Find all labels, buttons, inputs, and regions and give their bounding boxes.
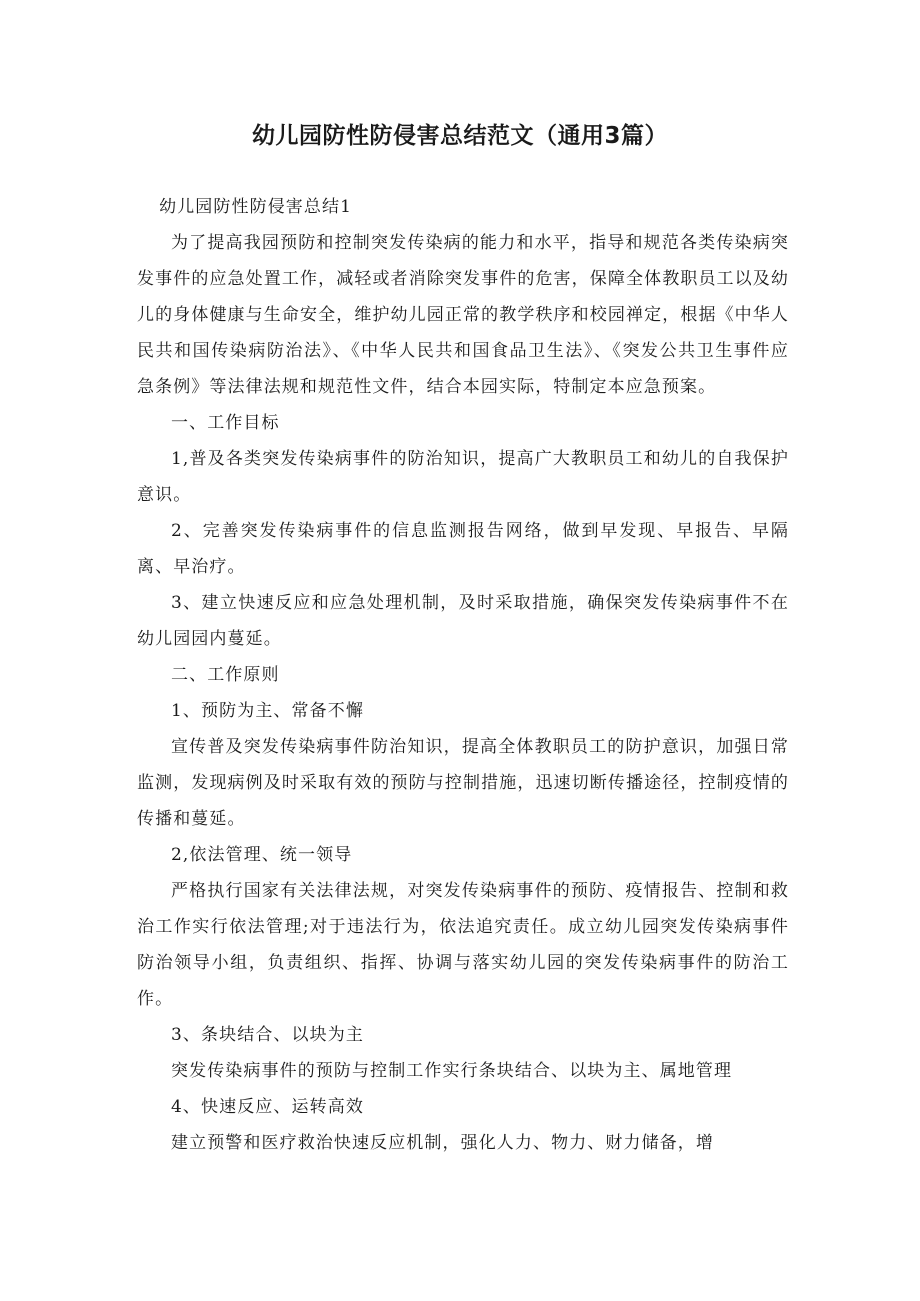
document-title: 幼儿园防性防侵害总结范文（通用3篇）	[251, 123, 668, 149]
body-paragraph: 严格执行国家有关法律法规，对突发传染病事件的预防、疫情报告、控制和救治工作实行依法管理;对于违法行为，依法追究责任。成立幼儿园突发传染病事件防治领导小组，负责组织、指挥、协调与落实幼儿园的突发传染病事件的防治工作。	[137, 881, 789, 1009]
body-paragraph: 1,普及各类突发传染病事件的防治知识，提高广大教职员工和幼儿的自我保护意识。	[137, 449, 789, 505]
body-paragraph: 3、条块结合、以块为主	[171, 1025, 364, 1045]
body-paragraph: 2,依法管理、统一领导	[171, 845, 353, 865]
body-paragraph: 建立预警和医疗救治快速反应机制，强化人力、物力、财力储备，增	[171, 1133, 714, 1153]
body-paragraph: 4、快速反应、运转高效	[171, 1097, 364, 1117]
body-paragraph: 1、预防为主、常备不懈	[171, 701, 364, 721]
document-body	[137, 189, 789, 1161]
body-paragraph: 一、工作目标	[171, 413, 280, 433]
body-paragraph: 为了提高我园预防和控制突发传染病的能力和水平，指导和规范各类传染病突发事件的应急处置工作，减轻或者消除突发事件的危害，保障全体教职员工以及幼儿的身体健康与生命安全，维护幼儿园正常的教学秩序和校园禅定，根据《中华人民共和国传染病防治法》、《中华人民共和国食品卫生法》、《突发公共卫生事件应急条例》等法律法规和规范性文件，结合本园实际，特制定本应急预案。	[137, 233, 789, 397]
body-paragraph: 3、建立快速反应和应急处理机制，及时采取措施，确保突发传染病事件不在幼儿园园内蔓延。	[137, 593, 789, 649]
body-paragraph: 2、完善突发传染病事件的信息监测报告网络，做到早发现、早报告、早隔离、早治疗。	[137, 521, 789, 577]
body-paragraph: 突发传染病事件的预防与控制工作实行条块结合、以块为主、属地管理	[171, 1061, 733, 1081]
body-paragraph: 二、工作原则	[171, 665, 280, 685]
section-heading: 幼儿园防性防侵害总结1	[159, 197, 353, 217]
body-paragraph: 宣传普及突发传染病事件防治知识，提高全体教职员工的防护意识，加强日常监测，发现病例及时采取有效的预防与控制措施，迅速切断传播途径，控制疫情的传播和蔓延。	[137, 737, 789, 829]
